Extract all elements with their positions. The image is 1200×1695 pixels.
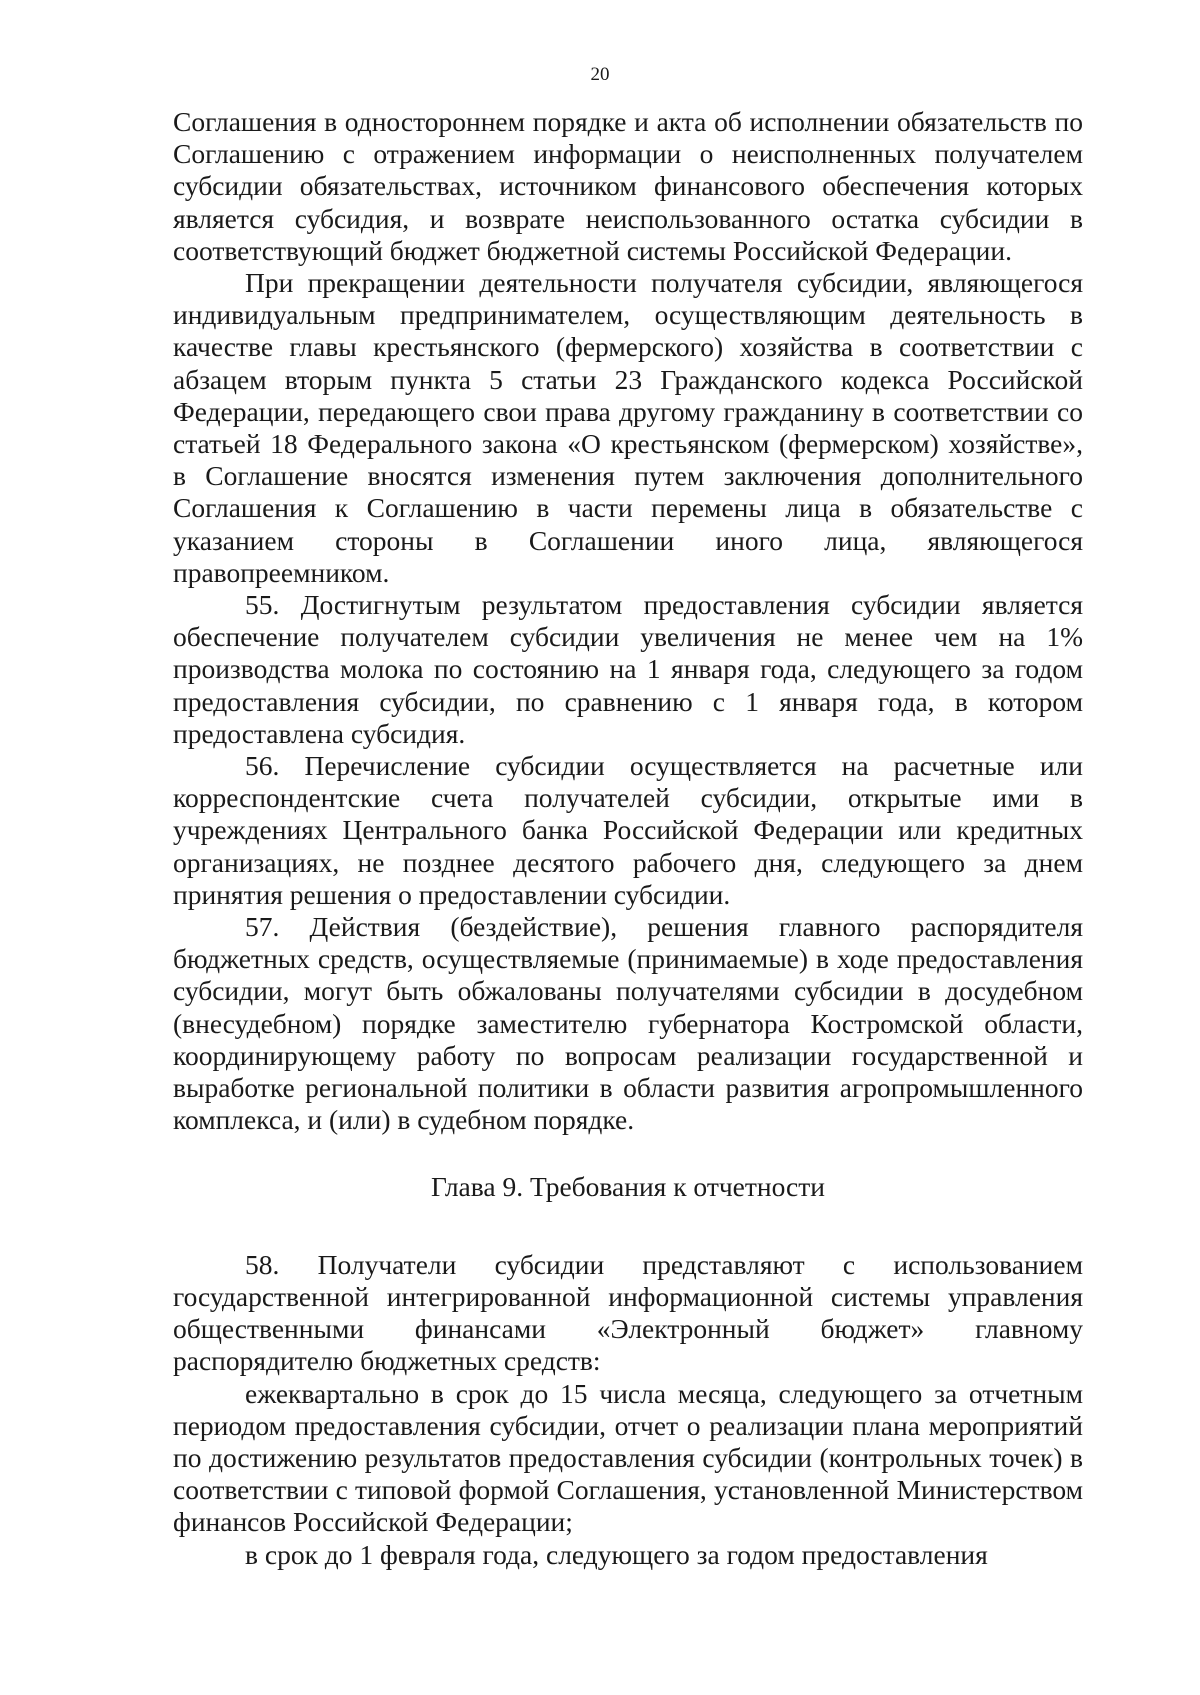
paragraph-56: 56. Перечисление субсидии осуществляется на расчетные или корреспондентские счета получателей субсидии, открытые ими в учреждениях Центрального банка Российской Федерации или кредитных организациях, не позднее десятого рабочего дня, следующего за днем принятия решения о предоставлении субсидии. xyxy=(173,750,1083,910)
paragraph-succession: При прекращении деятельности получателя субсидии, являющегося индивидуальным предпринимателем, осуществляющим деятельность в качестве главы крестьянского (фермерского) хозяйства в соответствии с абзацем вторым пункта 5 статьи 23 Гражданского кодекса Российской Федерации, передающего свои права другому гражданину в соответствии со статьей 18 Федерального закона «О крестьянском (фермерском) хозяйстве», в Соглашение вносятся изменения путем заключения дополнительного Соглашения к Соглашению в части перемены лица в обязательстве с указанием стороны в Соглашении иного лица, являющегося правопреемником. xyxy=(173,267,1083,588)
paragraph-continuation: Соглашения в одностороннем порядке и акта об исполнении обязательств по Соглашению с отражением информации о неисполненных получателем субсидии обязательствах, источником финансового обеспечения которых является субсидия, и возврате неиспользованного остатка субсидии в соответствующий бюджет бюджетной системы Российской Федерации. xyxy=(173,106,1083,266)
paragraph-58-annual: в срок до 1 февраля года, следующего за годом предоставления xyxy=(245,1538,988,1570)
paragraph-55: 55. Достигнутым результатом предоставления субсидии является обеспечение получателем субсидии увеличения не менее чем на 1% производства молока по состоянию на 1 января года, следующего за годом предоставления субсидии, по сравнению с 1 января года, в котором предоставлена субсидия. xyxy=(173,589,1083,749)
paragraph-57: 57. Действия (бездействие), решения главного распорядителя бюджетных средств, осуществляемые (принимаемые) в ходе предоставления субсидии, могут быть обжалованы получателями субсидии в досудебном (внесудебном) порядке заместителю губернатора Костромской области, координирующему работу по вопросам реализации государственной и выработке региональной политики в области развития агропромышленного комплекса, и (или) в судебном порядке. xyxy=(173,911,1083,1136)
paragraph-58-quarterly: ежеквартально в срок до 15 числа месяца, следующего за отчетным периодом предоставления субсидии, отчет о реализации плана мероприятий по достижению результатов предоставления субсидии (контрольных точек) в соответствии с типовой формой Соглашения, установленной Министерством финансов Российской Федерации; xyxy=(173,1377,1083,1538)
document-body xyxy=(173,106,1083,1571)
page-number: 20 xyxy=(590,64,610,85)
paragraph-58: 58. Получатели субсидии представляют с использованием государственной интегрированной информационной системы управления общественными финансами «Электронный бюджет» главному распорядителю бюджетных средств: xyxy=(173,1248,1083,1377)
chapter-heading: Глава 9. Требования к отчетности xyxy=(431,1170,825,1202)
